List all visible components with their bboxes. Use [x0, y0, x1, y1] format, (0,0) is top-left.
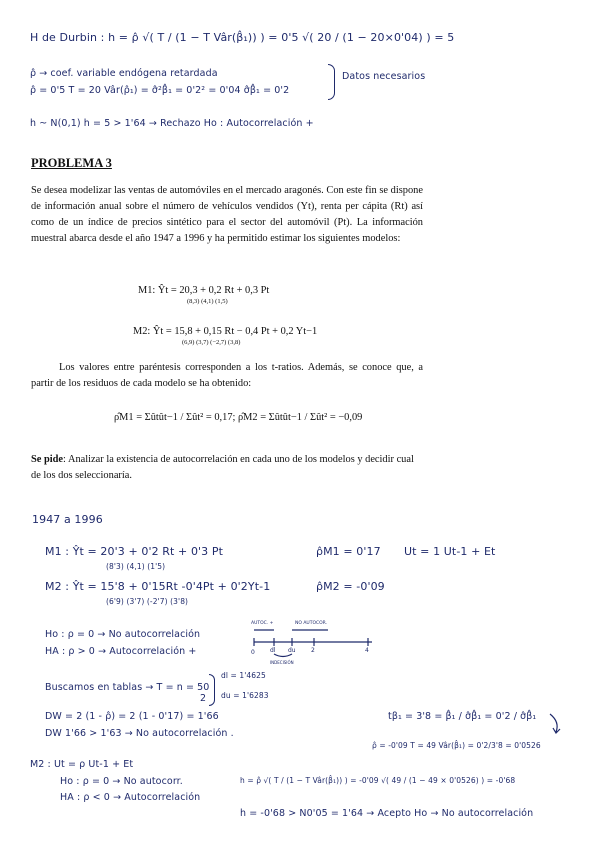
problem-title: PROBLEMA 3	[31, 156, 112, 170]
hand-m1-tratios: (8'3) (4,1) (1'5)	[106, 562, 166, 571]
scale-label-indecision: INDECISIÓN	[270, 660, 294, 665]
values-line: ρ̂ = 0'5 T = 20 Vâr(ρ̂₁) = σ̂²β̂₁ = 0'2² = 0'04 σ̂β̂₁ = 0'2	[30, 85, 290, 96]
dw-decision-scale	[248, 612, 380, 666]
h-conclusion-line: h ~ N(0,1) h = 5 > 1'64 → Rechazo Ho : Autocorrelación +	[30, 118, 314, 129]
scale-label-autoc: AUTOC. +	[251, 621, 274, 626]
years-range: 1947 a 1996	[32, 513, 103, 526]
scale-label-dl: dl	[270, 647, 276, 654]
hand-dw-calc: DW = 2 (1 - ρ̂) = 2 (1 - 0'17) = 1'66	[45, 711, 219, 722]
hand-rho-m2: ρ̂M2 = -0'09	[316, 580, 385, 593]
hand-m2-equation: M2 : Ŷt = 15'8 + 0'15Rt -0'4Pt + 0'2Yt-1	[45, 580, 271, 593]
tablas-brace	[209, 674, 215, 706]
hand-m2-h-calc: h = ρ̂ √( T / (1 − T Vâr(β̂₁)) ) = -0'09 √( 49 / (1 − 49 × 0'0526) ) = -0'68	[240, 776, 516, 785]
scale-label-noautocor: NO AUTOCOR.	[295, 621, 328, 626]
durbin-h-line: H de Durbin : h = ρ̂ √( T / (1 − T Vâr(β̂₁)) ) = 0'5 √( 20 / (1 − 20×0'04) ) = 5	[30, 31, 455, 44]
rho-residuals-equation: ρ̂M1 = Σûtût−1 / Σût² = 0,17; ρ̂M2 = Σûtût−1 / Σût² = −0,09	[114, 412, 363, 423]
hand-du: du = 1'6283	[221, 691, 269, 700]
se-pide-block	[31, 452, 423, 484]
hand-k: 2	[200, 693, 207, 704]
arrow-down-icon	[548, 712, 564, 736]
scale-label-0: 0	[251, 649, 255, 656]
hand-ha: HA : ρ > 0 → Autocorrelación +	[45, 646, 197, 657]
scale-label-4: 4	[365, 647, 369, 654]
hand-ut-equation: Ut = 1 Ut-1 + Et	[404, 545, 496, 558]
hand-rho-m1: ρ̂M1 = 0'17	[316, 545, 381, 558]
hand-m2-h0: Ho : ρ = 0 → No autocorr.	[60, 776, 183, 787]
hand-m2-ha: HA : ρ < 0 → Autocorrelación	[60, 792, 201, 803]
se-pide-label: Se pide	[31, 454, 64, 465]
rho-definition-line: ρ̂ → coef. variable endógena retardada	[30, 68, 218, 79]
hand-h0: Ho : ρ = 0 → No autocorrelación	[45, 629, 201, 640]
hand-tablas: Buscamos en tablas → T = n = 50	[45, 682, 210, 693]
hand-m2-tratios: (6'9) (3'7) (-2'7) (3'8)	[106, 597, 189, 606]
problem-paragraph-1: Se desea modelizar las ventas de automóviles en el mercado aragonés. Con este fin se dispone de información anual sobre el número de vehículos vendidos (Yt), renta per cápita (Rt) así como de un índice de precios sintético para el sector del automóvil (Pt). La información muestral abarca desde el año 1947 a 1996 y ha permitido estimar los siguientes modelos:	[31, 185, 423, 245]
datos-necesarios-label: Datos necesarios	[342, 71, 426, 82]
model-m2-equation: M2: Ŷt = 15,8 + 0,15 Rt − 0,4 Pt + 0,2 Yt−1	[133, 326, 318, 337]
hand-m2-model: M2 : Ut = ρ Ut-1 + Et	[30, 759, 134, 770]
model-m1-tratios: (8,3) (4,1) (1,5)	[187, 298, 228, 305]
model-m1-equation: M1: Ŷt = 20,3 + 0,2 Rt + 0,3 Pt	[138, 285, 270, 296]
hand-m1-equation: M1 : Ŷt = 20'3 + 0'2 Rt + 0'3 Pt	[45, 545, 224, 558]
se-pide-text: : Analizar la existencia de autocorrelación en cada uno de los modelos y decidir cual de los dos seleccionaría.	[31, 454, 414, 482]
hand-t-beta: tβ₁ = 3'8 = β̂₁ / σ̂β̂₁ = 0'2 / σ̂β̂₁	[388, 711, 537, 722]
scale-label-2: 2	[311, 647, 315, 654]
right-brace	[328, 64, 335, 100]
hand-dl: dl = 1'4625	[221, 671, 266, 680]
hand-dw-conclusion: DW 1'66 > 1'63 → No autocorrelación .	[45, 728, 234, 739]
model-m2-tratios: (6,9) (3,7) (−2,7) (3,8)	[182, 339, 241, 346]
problem-paragraph-2: Los valores entre paréntesis corresponden a los t-ratios. Además, se conoce que, a partir de los residuos de cada modelo se ha obtenido:	[31, 362, 423, 390]
hand-m2-conclusion: h = -0'68 > N0'05 = 1'64 → Acepto Ho → No autocorrelación	[240, 808, 534, 819]
scale-label-du: du	[288, 647, 296, 654]
hand-rho-t-var: ρ̂ = -0'09 T = 49 Vâr(β̂₁) = 0'2/3'8 = 0'0526	[372, 741, 541, 750]
